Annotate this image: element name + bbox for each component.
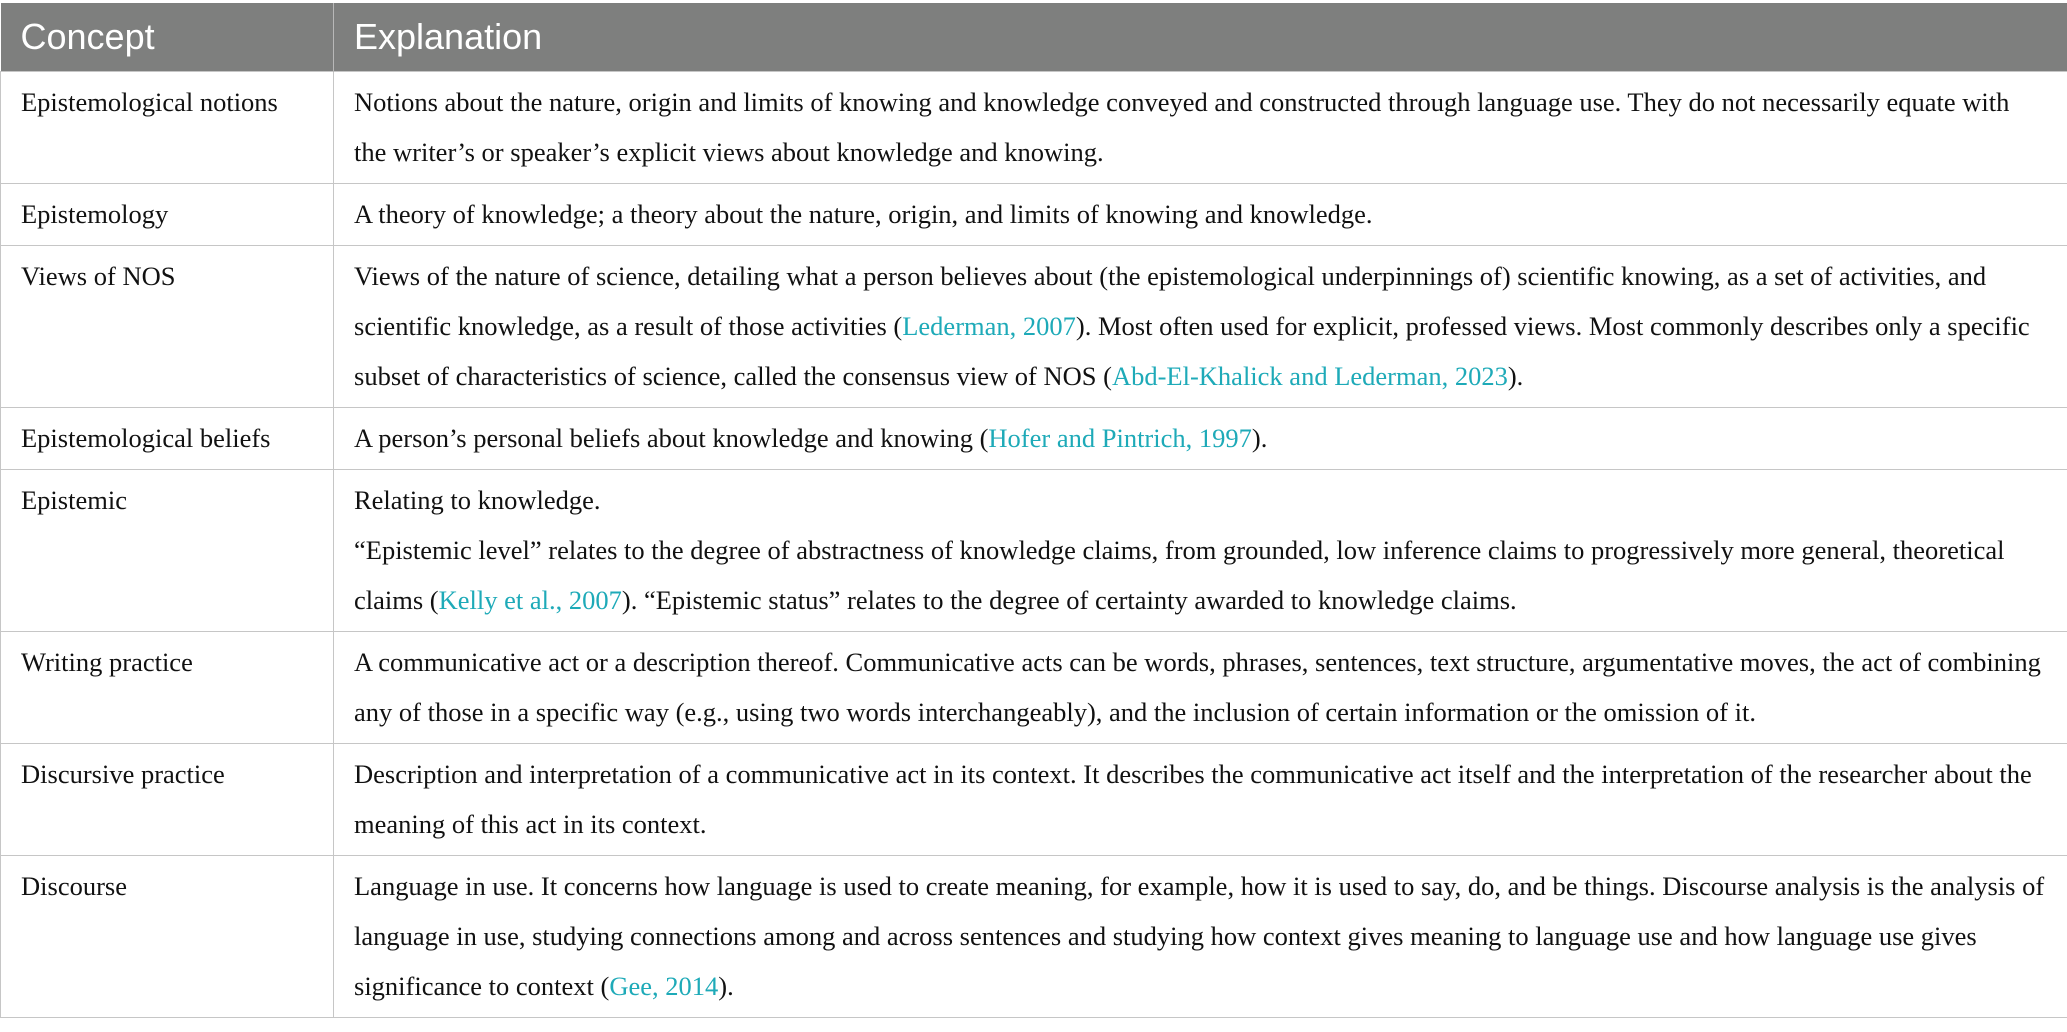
table-row xyxy=(1,184,2067,246)
header-row xyxy=(1,3,2067,72)
table-row xyxy=(1,246,2067,408)
table-row xyxy=(1,408,2067,470)
explanation-text: ). xyxy=(1507,361,1524,391)
explanation-text: ). xyxy=(1251,423,1268,453)
explanation-text: Description and interpretation of a communicative act in its context. It describes the communicative act itself and the interpretation of the researcher about the meaning of this act in its context. xyxy=(354,759,2032,839)
explanation-text: A theory of knowledge; a theory about the nature, origin, and limits of knowing and knowledge. xyxy=(354,199,1373,229)
table-row xyxy=(1,470,2067,632)
explanation-text: Relating to knowledge. xyxy=(354,485,601,515)
table-body xyxy=(1,72,2067,1018)
concept-cell: Epistemological beliefs xyxy=(1,408,334,470)
explanation-text: “Epistemic level” relates to the degree of abstractness of knowledge claims, from grounded, low inference claims to progressively more general, theoretical claims ( xyxy=(354,535,2005,615)
explanation-cell xyxy=(334,246,2067,408)
explanation-cell xyxy=(334,184,2067,246)
explanation-text: Notions about the nature, origin and limits of knowing and knowledge conveyed and constructed through language use. They do not necessarily equate with the writer’s or speaker’s explicit views about knowledge and knowing. xyxy=(354,87,2010,167)
citation-link[interactable]: Abd-El-Khalick and Lederman, 2023 xyxy=(1111,361,1508,391)
explanation-cell xyxy=(334,470,2067,632)
concept-cell: Epistemic xyxy=(1,470,334,632)
concept-cell: Discursive practice xyxy=(1,744,334,856)
explanation-text: A person’s personal beliefs about knowledge and knowing ( xyxy=(354,423,989,453)
explanation-cell xyxy=(334,632,2067,744)
concepts-table xyxy=(0,3,2067,1018)
explanation-cell xyxy=(334,744,2067,856)
concept-cell: Writing practice xyxy=(1,632,334,744)
explanation-text: ). Most often used for explicit, professed views. Most commonly describes only a specific subset of characteristics of science, called the consensus view of NOS ( xyxy=(354,311,2030,391)
explanation-text: Views of the nature of science, detailing what a person believes about (the epistemological underpinnings of) scientific knowing, as a set of activities, and scientific knowledge, as a result of those activities ( xyxy=(354,261,1987,341)
header-concept: Concept xyxy=(1,3,334,72)
table-row xyxy=(1,72,2067,184)
concept-cell: Epistemology xyxy=(1,184,334,246)
table-row xyxy=(1,632,2067,744)
table-row xyxy=(1,856,2067,1018)
explanation-cell xyxy=(334,856,2067,1018)
concept-cell: Epistemological notions xyxy=(1,72,334,184)
explanation-text: A communicative act or a description thereof. Communicative acts can be words, phrases, sentences, text structure, argumentative moves, the act of combining any of those in a specific way (e.g., using two words interchangeably), and the inclusion of certain information or the omission of it. xyxy=(354,647,2041,727)
explanation-cell xyxy=(334,408,2067,470)
citation-link[interactable]: Hofer and Pintrich, 1997 xyxy=(988,423,1252,453)
concept-cell: Discourse xyxy=(1,856,334,1018)
citation-link[interactable]: Lederman, 2007 xyxy=(902,311,1076,341)
explanation-cell xyxy=(334,72,2067,184)
citation-link[interactable]: Gee, 2014 xyxy=(609,971,719,1001)
citation-link[interactable]: Kelly et al., 2007 xyxy=(438,585,622,615)
table-header xyxy=(1,3,2067,72)
explanation-text: Language in use. It concerns how language is used to create meaning, for example, how it is used to say, do, and be things. Discourse analysis is the analysis of language in use, studying connections among and across sentences and studying how context gives meaning to language use and how language use gives significance to context ( xyxy=(354,871,2045,1001)
table-row xyxy=(1,744,2067,856)
explanation-text: ). xyxy=(718,971,734,1001)
concept-cell: Views of NOS xyxy=(1,246,334,408)
explanation-text: ). “Epistemic status” relates to the degree of certainty awarded to knowledge claims. xyxy=(621,585,1517,615)
header-explanation: Explanation xyxy=(334,3,2067,72)
